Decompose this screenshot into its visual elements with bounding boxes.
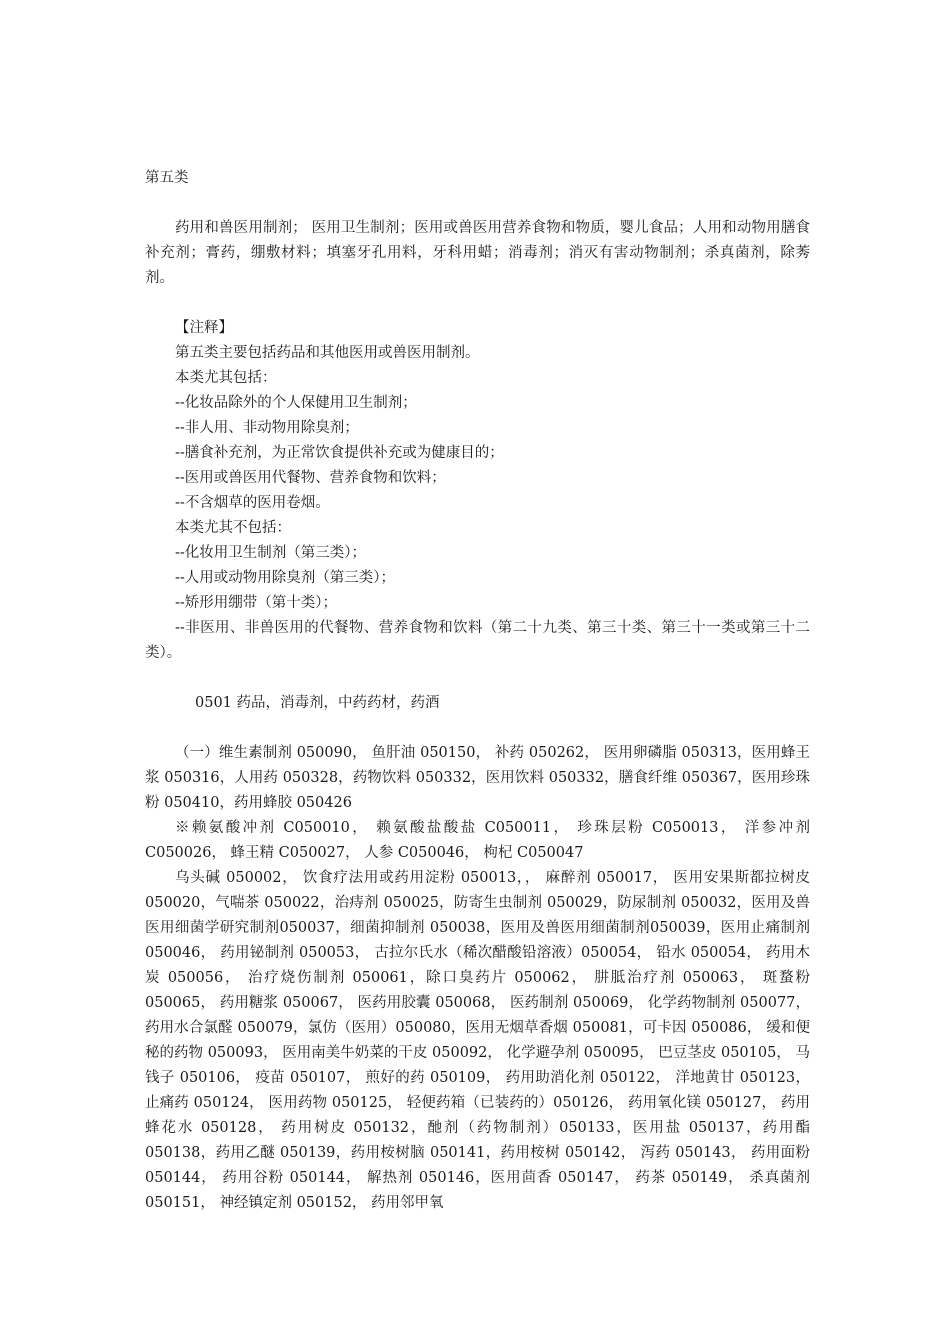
- note-line: --非医用、非兽医用的代餐物、营养食物和饮料（第二十九类、第三十类、第三十一类或第三十二类）。: [145, 620, 810, 661]
- item-paragraph: ※赖氨酸冲剂 C050010， 赖氨酸盐酸盐 C050011， 珍珠层粉 C050013， 洋参冲剂 C050026， 蜂王精 C050027， 人参 C050046， 枸杞 C050047: [145, 820, 810, 861]
- note-line: --矫形用绷带（第十类）；: [175, 595, 338, 611]
- group-code: 0501: [195, 695, 232, 711]
- note-heading: 【注释】: [175, 320, 233, 336]
- note-line: --非人用、非动物用除臭剂；: [175, 420, 359, 436]
- note-line: --人用或动物用除臭剂（第三类）；: [175, 570, 396, 586]
- note-line: 本类尤其不包括：: [175, 520, 291, 536]
- item-paragraph: 乌头碱 050002， 饮食疗法用或药用淀粉 050013，， 麻醉剂 050017， 医用安果斯都拉树皮 050020，气喘茶 050022，治痔剂 050025，防寄生虫制剂 050029，防尿制剂 050032，医用及兽医用细菌学研究制剂050037，细菌抑制剂 050038，医用及兽医用细菌制剂050039，医用止痛制剂 050046， 药用铋制剂 050053， 古拉尔氏水（稀次醋酸铅溶液）050054， 铅水 050054， 药用木炭 050056， 治疗烧伤制剂 050061，除口臭药片 050062， 肼胝治疗剂 050063， 斑蝥粉 050065， 药用糖浆 050067， 医药用胶囊 050068， 医药制剂 050069， 化学药物制剂 050077，药用水合氯醛 050079，氯仿（医用）050080，医用无烟草香烟 050081，可卡因 050086， 缓和便秘的药物 050093， 医用南美牛奶菜的干皮 050092， 化学避孕剂 050095， 巴豆茎皮 050105， 马钱子 050106， 疫苗 050107， 煎好的药 050109， 药用助消化剂 050122， 洋地黄甘 050123， 止痛药 050124， 医用药物 050125， 轻便药箱（已装药的）050126， 药用氧化镁 050127， 药用蜂花水 050128， 药用树皮 050132，酏剂（药物制剂）050133，医用盐 050137，药用酯 050138，药用乙醚 050139，药用桉树脑 050141，药用桉树 050142， 泻药 050143， 药用面粉 050144， 药用谷粉 050144， 解热剂 050146，医用茴香 050147， 药茶 050149， 杀真菌剂 050151， 神经镇定剂 050152， 药用邻甲氧: [145, 870, 810, 1211]
- note-line: --医用或兽医用代餐物、营养食物和饮料；: [175, 470, 446, 486]
- group-heading: [145, 691, 810, 716]
- class-title: 第五类: [145, 170, 189, 186]
- note-line: --化妆品除外的个人保健用卫生制剂；: [175, 395, 417, 411]
- note-line: --化妆用卫生制剂（第三类）；: [175, 545, 367, 561]
- document-body: [145, 166, 810, 1216]
- note-line: --不含烟草的医用卷烟。: [175, 495, 330, 511]
- note-line: 本类尤其包括：: [175, 370, 277, 386]
- group-title: 药品，消毒剂，中药药材，药酒: [236, 695, 440, 711]
- note-line: --膳食补充剂，为正常饮食提供补充或为健康目的；: [175, 445, 504, 461]
- note-line: 第五类主要包括药品和其他医用或兽医用制剂。: [175, 345, 480, 361]
- item-paragraph: （一）维生素制剂 050090， 鱼肝油 050150， 补药 050262， 医用卵磷脂 050313，医用蜂王浆 050316，人用药 050328，药物饮料 050332，医用饮料 050332，膳食纤维 050367，医用珍珠粉 050410，药用蜂胶 050426: [145, 745, 810, 811]
- class-summary: 药用和兽医用制剂； 医用卫生制剂；医用或兽医用营养食物和物质，婴儿食品；人用和动物用膳食补充剂；膏药，绷敷材料；填塞牙孔用料，牙科用蜡；消毒剂；消灭有害动物制剂；杀真菌剂，除莠剂。: [145, 220, 810, 286]
